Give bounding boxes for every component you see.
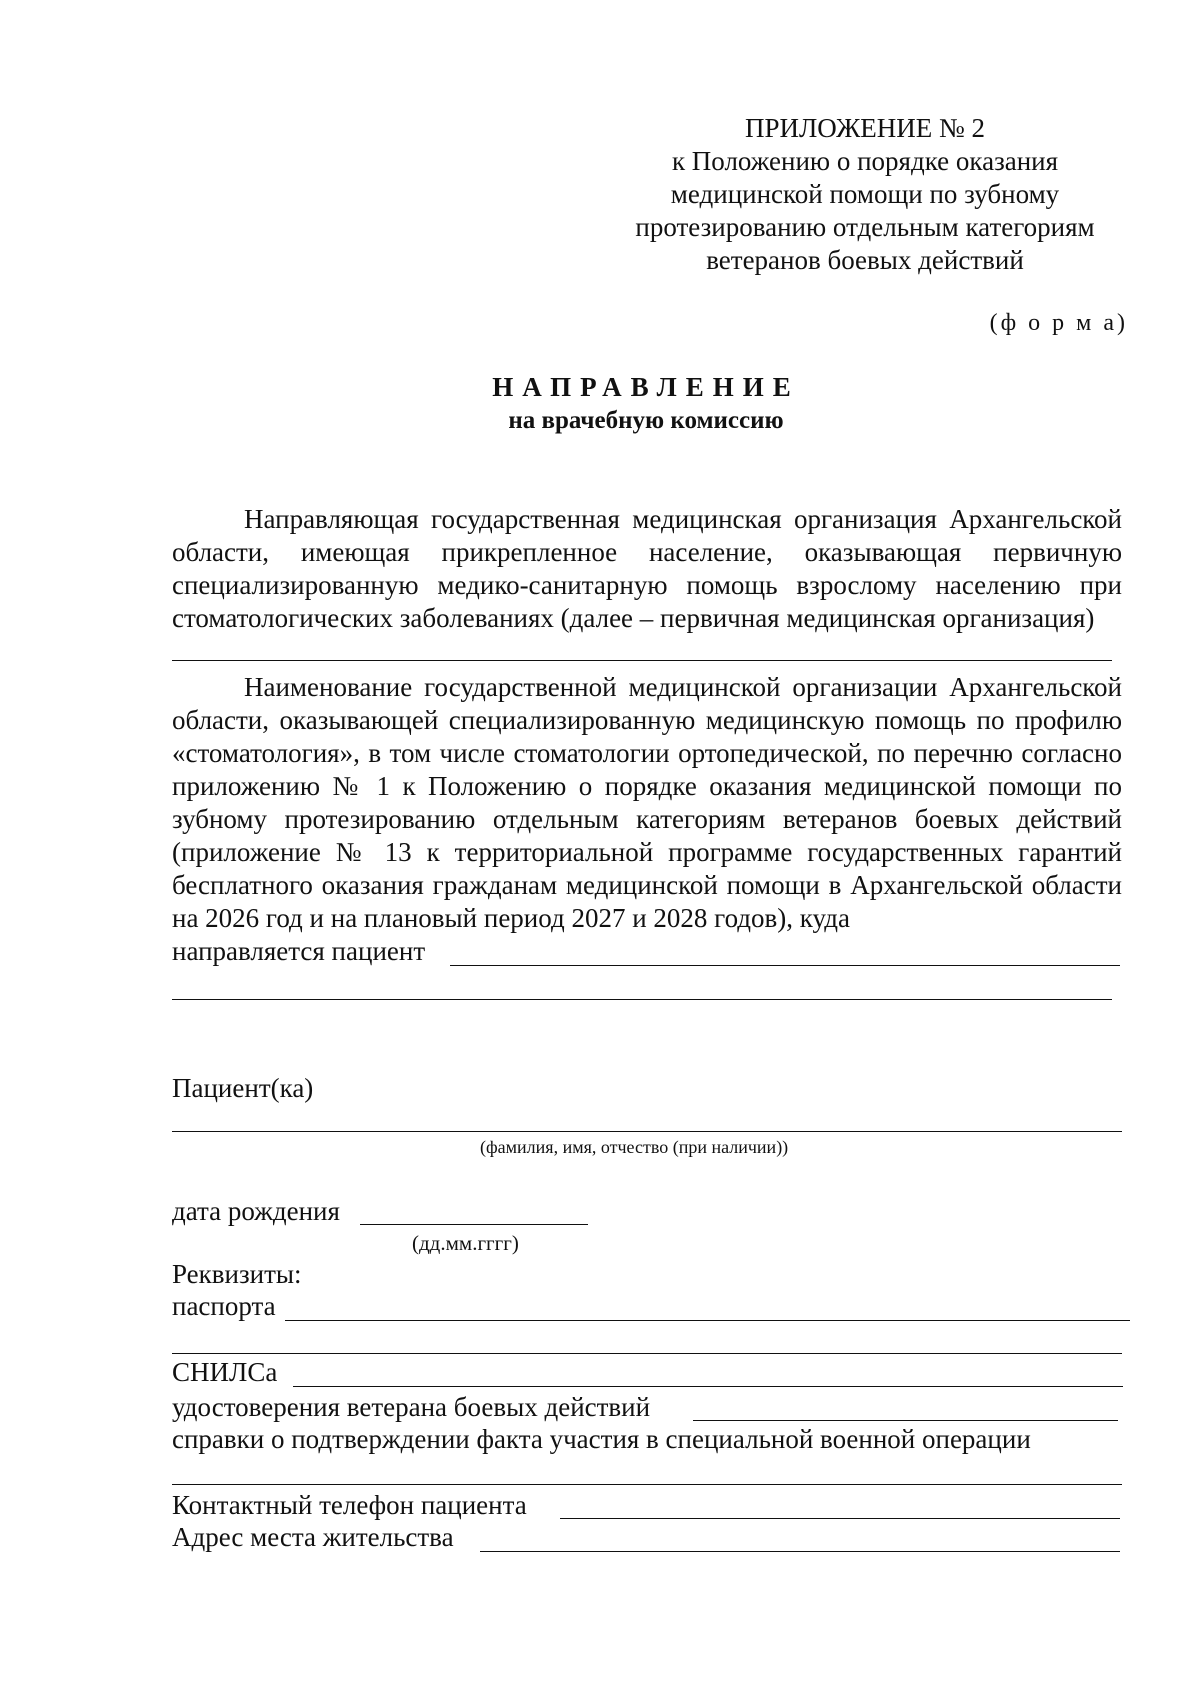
appendix-line: к Положению о порядке оказания <box>671 146 1059 176</box>
patient-label: Пациент(ка) <box>172 1073 314 1103</box>
snils-field[interactable] <box>293 1386 1123 1387</box>
document-title: НАПРАВЛЕНИЕ <box>492 372 800 402</box>
appendix-line: ветеранов боевых действий <box>706 245 1024 275</box>
referring-org-paragraph <box>172 503 1122 635</box>
requisites-label: Реквизиты: <box>172 1259 302 1289</box>
referring-org-field[interactable] <box>172 660 1112 661</box>
target-org-tail: направляется пациент <box>172 936 426 966</box>
passport-label: паспорта <box>172 1291 276 1321</box>
appendix-line: протезированию отдельным категориям <box>635 212 1095 242</box>
birth-date-label: дата рождения <box>172 1196 340 1226</box>
veteran-cert-label: удостоверения ветерана боевых действий <box>172 1392 651 1422</box>
target-org-text: Наименование государственной медицинской организации Архангельской области, оказывающей специализированную медицинскую помощь по профилю «стоматология», в том числе стоматологии ортопедической, по перечню согласно приложению № 1 к Положению о порядке оказания медицинской помощи по зубному протезированию отдельным категориям ветеранов боевых действий (приложение № 13 к территориальной программе государственных гарантий бесплатного оказания гражданам медицинской помощи в Архангельской области на 2026 год и на плановый период 2027 и 2028 годов), куда <box>172 672 1122 933</box>
svo-cert-label: справки о подтверждении факта участия в специальной военной операции <box>172 1424 1031 1454</box>
svo-cert-field[interactable] <box>172 1484 1122 1485</box>
phone-label: Контактный телефон пациента <box>172 1490 527 1520</box>
target-org-field[interactable] <box>450 965 1120 966</box>
snils-label: СНИЛСа <box>172 1357 278 1387</box>
target-org-field-continuation[interactable] <box>172 999 1112 1000</box>
passport-field-continuation[interactable] <box>172 1353 1122 1354</box>
referring-org-text: Направляющая государственная медицинская организация Архангельской области, имеющая прикрепленное население, оказывающая первичную специализированную медико-санитарную помощь взрослому населению при стоматологических заболеваниях (далее – первичная медицинская организация) <box>172 504 1122 633</box>
document-subtitle: на врачебную комиссию <box>508 407 784 434</box>
appendix-title: ПРИЛОЖЕНИЕ № 2 <box>744 113 986 143</box>
appendix-line: медицинской помощи по зубному <box>670 179 1060 209</box>
patient-name-field[interactable] <box>172 1131 1122 1132</box>
veteran-cert-field[interactable] <box>693 1420 1118 1421</box>
passport-field[interactable] <box>285 1320 1130 1321</box>
address-label: Адрес места жительства <box>172 1522 454 1552</box>
address-field[interactable] <box>480 1551 1120 1552</box>
phone-field[interactable] <box>560 1518 1120 1519</box>
target-org-paragraph <box>172 671 1122 935</box>
form-note: (ф о р м а) <box>989 310 1128 336</box>
patient-name-hint: (фамилия, имя, отчество (при наличии)) <box>480 1137 789 1157</box>
appendix-header <box>590 112 1140 277</box>
birth-date-hint: (дд.мм.гггг) <box>412 1231 519 1255</box>
birth-date-field[interactable] <box>360 1224 588 1225</box>
